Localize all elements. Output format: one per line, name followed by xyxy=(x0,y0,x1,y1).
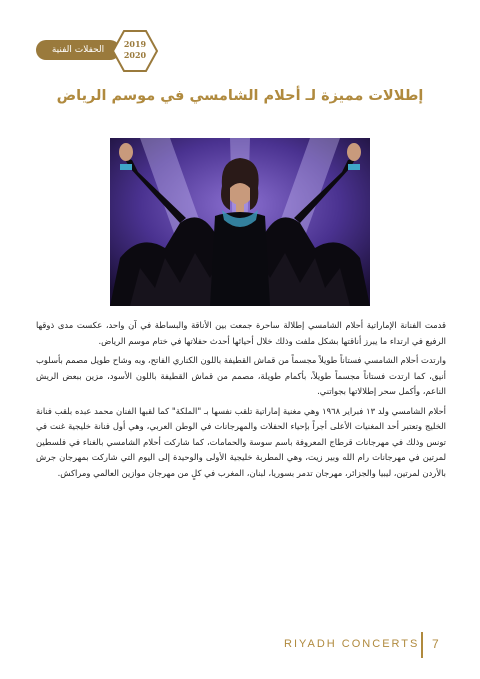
year-bottom: 2020 xyxy=(123,50,147,60)
season-years xyxy=(112,39,158,61)
footer-section-label: RIYADH CONCERTS xyxy=(284,638,420,650)
section-badge xyxy=(36,30,166,72)
article-title: إطلالات مميزة لـ أحلام الشامسي في موسم الرياض xyxy=(56,88,424,104)
page-number: 7 xyxy=(432,637,439,651)
year-top: 2019 xyxy=(123,39,147,49)
footer-divider xyxy=(421,632,423,658)
performer-photo xyxy=(110,138,370,306)
paragraph-biography: أحلام الشامسي ولد ١٣ فبراير ١٩٦٨ وهي مغنية إماراتية تلقب نفسها بـ "الملكة" كما لقبها الفنان محمد عبده بلقب فنانة الخليج وتعتبر أحد المغنيات الأعلى أجراً بإحياء الحفلات والمهرجانات في الوطن العربي، وهي أول فنانة خليجية غنت في تونس وذلك في مهرجانات قرطاج المعروفة باسم سوسة والحمامات، كما شاركت أحلام الشامسي بالغناء في فلسطين لمرتين في مهرجانات رام الله وبير زيت، وهي المطربة خليجية الأولى والوحيدة إلى اليوم التي شاركت بمهرجان جرش بالأردن لمرتين، ليبيا والجزائر، مهرجان تدمر بسوريا، لبنان، المغرب في كلٍ من مهرجان موازين العالمي ومراكش. xyxy=(36,405,446,478)
stage-scene-illustration xyxy=(110,138,370,306)
paragraph-intro: قدمت الفنانة الإماراتية أحلام الشامسي إطلالة ساحرة جمعت بين الأناقة والبساطة في آن واحد، عكست مدى ذوقها الرفيع في ارتداء ما يبرز أناقتها بشكل ملفت وذلك خلال أحيائها أحدث حفلاتها في ختام موسم الرياض. xyxy=(36,320,446,346)
paragraph-outfits: وارتدت أحلام الشامسي فستاناً طويلاً مجسماً من قماش القطيفة باللون الكناري الفاتح، وبه وشاح طويل مصمم بأسلوب أنيق، كما ارتدت فستاناً مجسماً طويلاً، بأكمام طويلة، مصمم من قماش القطيفة باللون الأسود، مزين ببعض الريش الناعم، وأكمل سحر إطلالاتها بجواتني. xyxy=(36,355,446,396)
article-body xyxy=(36,318,446,485)
category-label: الحفلات الفنية xyxy=(36,40,120,60)
